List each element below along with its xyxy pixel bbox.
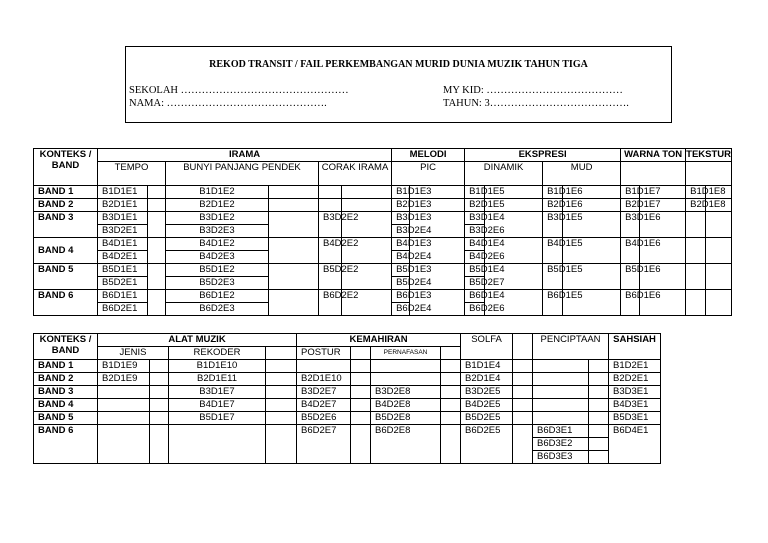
cell: B6D1E3 bbox=[392, 290, 410, 303]
cell: B1D1E4 bbox=[461, 360, 513, 373]
konteks-band-header: KONTEKS / BAND bbox=[34, 334, 98, 360]
cell: B3D2E1 bbox=[98, 225, 148, 238]
table-row bbox=[34, 290, 732, 303]
cell: B2D1E5 bbox=[465, 199, 485, 212]
table-row bbox=[34, 264, 732, 277]
pic-header: PIC bbox=[392, 162, 465, 186]
cell: B2D1E7 bbox=[621, 199, 640, 212]
cell: B3D3E1 bbox=[609, 386, 661, 399]
band-label: BAND 6 bbox=[34, 290, 98, 316]
form-title: REKOD TRANSIT / FAIL PERKEMBANGAN MURID DUNIA MUZIK TAHUN TIGA bbox=[209, 59, 588, 70]
cell: B3D1E5 bbox=[543, 212, 563, 238]
tekstur-header: TEKSTUR bbox=[686, 149, 732, 160]
cell: B5D3E1 bbox=[609, 412, 661, 425]
warna-ton-header: WARNA TON bbox=[621, 149, 686, 162]
cell: B6D2E6 bbox=[465, 303, 485, 316]
melodi-header: MELODI bbox=[392, 149, 465, 162]
konteks-band-header: KONTEKS / BAND bbox=[34, 149, 98, 186]
cell: B1D1E1 bbox=[98, 186, 148, 199]
cell: B6D1E5 bbox=[543, 290, 563, 316]
cell: B2D1E9 bbox=[98, 373, 150, 386]
cell: B1D1E6 bbox=[543, 186, 563, 199]
penciptaan-header: PENCIPTAAN bbox=[533, 334, 609, 360]
cell: B3D2E4 bbox=[392, 225, 410, 238]
band-label: BAND 6 bbox=[34, 425, 98, 464]
cell: B4D2E6 bbox=[465, 251, 485, 264]
cell: B4D1E6 bbox=[621, 238, 640, 264]
table-row bbox=[34, 212, 732, 225]
cell: B6D2E4 bbox=[392, 303, 410, 316]
postur-header: POSTUR bbox=[297, 347, 351, 360]
cell: B2D1E6 bbox=[543, 199, 563, 212]
mykid-field: MY KID: ………………………………… bbox=[443, 85, 623, 96]
cell: B5D1E1 bbox=[98, 264, 148, 277]
tekstur-subheader bbox=[686, 162, 732, 186]
cell: B5D1E7 bbox=[169, 412, 266, 425]
form-header bbox=[125, 46, 672, 123]
cell: B2D1E4 bbox=[461, 373, 513, 386]
cell: B6D1E4 bbox=[465, 290, 485, 303]
band-label: BAND 5 bbox=[34, 264, 98, 290]
band-label: BAND 4 bbox=[34, 238, 98, 264]
cell: B5D1E4 bbox=[465, 264, 485, 277]
cell: B6D1E1 bbox=[98, 290, 148, 303]
cell: B1D1E5 bbox=[465, 186, 485, 199]
cell: B4D1E7 bbox=[169, 399, 266, 412]
cell: B3D1E7 bbox=[169, 386, 266, 399]
rekoder-header: REKODER bbox=[169, 347, 266, 360]
band-label: BAND 3 bbox=[34, 386, 98, 399]
cell: B6D3E2 bbox=[533, 438, 589, 451]
cell: B6D3E3 bbox=[533, 451, 589, 464]
cell: B3D2E6 bbox=[465, 225, 485, 238]
cell: B5D2E4 bbox=[392, 277, 410, 290]
tempo-header: TEMPO bbox=[98, 162, 166, 186]
cell: B4D2E5 bbox=[461, 399, 513, 412]
cell: B4D2E1 bbox=[98, 251, 148, 264]
cell: B6D2E1 bbox=[98, 303, 148, 316]
cell: B4D1E5 bbox=[543, 238, 563, 264]
band-label: BAND 2 bbox=[34, 373, 98, 386]
cell: B2D2E1 bbox=[609, 373, 661, 386]
cell: B6D2E5 bbox=[461, 425, 513, 464]
band-label: BAND 1 bbox=[34, 360, 98, 373]
cell: B3D1E4 bbox=[465, 212, 485, 225]
cell: B2D1E8 bbox=[686, 199, 706, 212]
cell: B3D2E8 bbox=[371, 386, 441, 399]
cell: B5D2E3 bbox=[166, 277, 269, 290]
table-konteks-irama bbox=[33, 148, 732, 316]
table-row bbox=[34, 373, 661, 386]
cell: B4D2E2 bbox=[319, 238, 342, 264]
band-label: BAND 5 bbox=[34, 412, 98, 425]
mud-header: MUD bbox=[543, 162, 621, 186]
cell: B6D3E1 bbox=[533, 425, 589, 438]
alat-muzik-header: ALAT MUZIK bbox=[98, 334, 297, 347]
table-row bbox=[34, 386, 661, 399]
table-row bbox=[34, 360, 661, 373]
cell: B4D1E3 bbox=[392, 238, 410, 251]
cell: B6D1E6 bbox=[621, 290, 640, 316]
cell: B5D1E2 bbox=[166, 264, 269, 277]
cell: B3D1E6 bbox=[621, 212, 640, 238]
cell: B2D1E11 bbox=[169, 373, 266, 386]
cell: B6D1E2 bbox=[166, 290, 269, 303]
cell: B6D2E7 bbox=[297, 425, 351, 464]
cell: B1D1E10 bbox=[169, 360, 266, 373]
cell: B6D2E8 bbox=[371, 425, 441, 464]
band-label: BAND 2 bbox=[34, 199, 98, 212]
table-row bbox=[34, 186, 732, 199]
cell: B3D2E5 bbox=[461, 386, 513, 399]
cell: B3D2E7 bbox=[297, 386, 351, 399]
cell: B4D1E4 bbox=[465, 238, 485, 251]
cell: B1D1E3 bbox=[392, 186, 410, 199]
table-row bbox=[34, 412, 661, 425]
table-row bbox=[34, 199, 732, 212]
cell: B5D2E2 bbox=[319, 264, 342, 290]
band-label: BAND 3 bbox=[34, 212, 98, 238]
jenis-header: JENIS bbox=[98, 347, 169, 360]
cell: B4D3E1 bbox=[609, 399, 661, 412]
warna-ton-subheader bbox=[621, 162, 686, 186]
solfa-header: SOLFA bbox=[461, 334, 513, 360]
irama-header: IRAMA bbox=[98, 149, 392, 162]
cell: B6D4E1 bbox=[609, 425, 661, 464]
cell: B3D2E2 bbox=[319, 212, 342, 238]
cell: B1D2E1 bbox=[609, 360, 661, 373]
cell: B4D2E8 bbox=[371, 399, 441, 412]
nama-field: NAMA: ………………………………………. bbox=[129, 98, 327, 109]
cell: B4D1E2 bbox=[166, 238, 269, 251]
cell: B2D1E2 bbox=[166, 199, 269, 212]
table-row bbox=[34, 238, 732, 251]
cell: B2D1E1 bbox=[98, 199, 148, 212]
cell: B3D2E3 bbox=[166, 225, 269, 238]
dinamik-header: DINAMIK bbox=[465, 162, 543, 186]
tahun-field: TAHUN: 3…………………………………. bbox=[443, 98, 629, 109]
cell: B1D1E2 bbox=[166, 186, 269, 199]
sekolah-field: SEKOLAH ………………………………………… bbox=[129, 85, 349, 96]
cell: B3D1E2 bbox=[166, 212, 269, 225]
cell: B2D1E3 bbox=[392, 199, 410, 212]
cell: B1D1E8 bbox=[686, 186, 706, 199]
cell: B6D2E2 bbox=[319, 290, 342, 316]
table-row bbox=[34, 399, 661, 412]
cell: B5D2E8 bbox=[371, 412, 441, 425]
cell: B5D1E5 bbox=[543, 264, 563, 290]
cell: B1D1E7 bbox=[621, 186, 640, 199]
ekspresi-header: EKSPRESI bbox=[465, 149, 621, 162]
cell: B5D1E6 bbox=[621, 264, 640, 290]
bunyi-header: BUNYI PANJANG PENDEK bbox=[166, 162, 319, 186]
cell: B1D1E9 bbox=[98, 360, 150, 373]
cell: B4D2E7 bbox=[297, 399, 351, 412]
table-alat-muzik bbox=[33, 333, 661, 464]
cell: B5D1E3 bbox=[392, 264, 410, 277]
kemahiran-header: KEMAHIRAN bbox=[297, 334, 461, 347]
cell: B4D2E4 bbox=[392, 251, 410, 264]
band-label: BAND 1 bbox=[34, 186, 98, 199]
sahsiah-header: SAHSIAH bbox=[609, 334, 661, 360]
cell: B4D2E3 bbox=[166, 251, 269, 264]
table-row bbox=[34, 425, 661, 438]
cell: B6D2E3 bbox=[166, 303, 269, 316]
band-label: BAND 4 bbox=[34, 399, 98, 412]
cell: B5D2E1 bbox=[98, 277, 148, 290]
cell: B5D2E6 bbox=[297, 412, 351, 425]
cell: B3D1E1 bbox=[98, 212, 148, 225]
cell: B2D1E10 bbox=[297, 373, 351, 386]
cell: B5D2E5 bbox=[461, 412, 513, 425]
cell: B3D1E3 bbox=[392, 212, 410, 225]
cell: B4D1E1 bbox=[98, 238, 148, 251]
cell: B5D2E7 bbox=[465, 277, 485, 290]
pernafasan-header: PERNAFASAN bbox=[371, 347, 441, 360]
corak-header: CORAK IRAMA bbox=[319, 162, 392, 186]
